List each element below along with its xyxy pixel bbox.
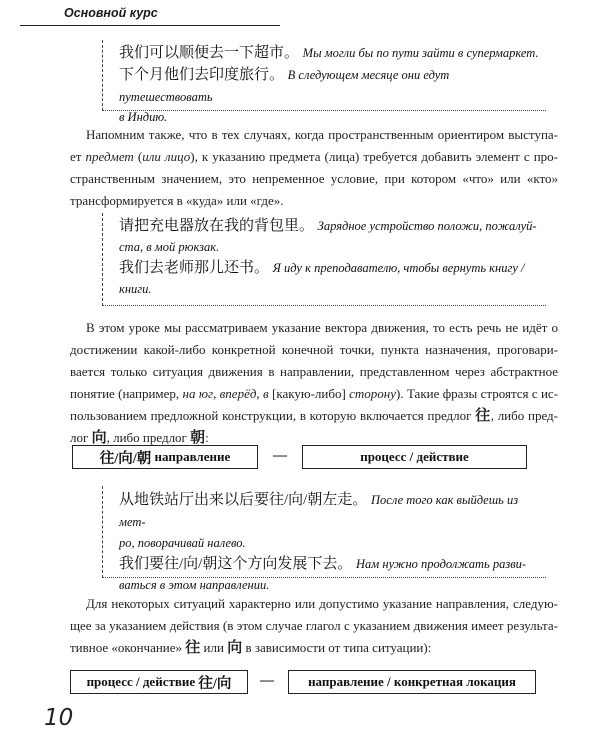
example-chinese: 我们要往/向/朝这个方向发展下去。 [119, 556, 353, 572]
schema-chinese: 往/向 [198, 675, 232, 692]
text: ), к указанию предмета (лица) требуется добавить элемент с про- [190, 149, 558, 164]
example-chinese: 我们去老师那儿还书。 [119, 260, 270, 276]
example-block-1 [102, 40, 546, 124]
example-translation-cont: ста, в мой рюкзак. [119, 240, 220, 254]
text: лог [70, 430, 89, 445]
header-rule [20, 25, 280, 26]
text: пользованием предложной конструкции, в которую включается предлог [70, 408, 472, 423]
text: ( [137, 149, 143, 164]
schema-1-right-box: процесс / действие [302, 445, 527, 469]
text-line: вается только ситуация движения в направлении, представленном через абстрактное [70, 364, 558, 379]
paragraph-2 [70, 317, 558, 449]
text-line: странственным значением, это непременное условие, при котором «что» или «кто» [70, 171, 558, 186]
italic-term: или лицо [142, 149, 191, 164]
paragraph-1 [70, 124, 558, 212]
example-chinese: 请把充电器放在我的背包里。 [119, 218, 315, 234]
italic-term: в [263, 386, 269, 401]
example-translation-cont: книги. [119, 282, 152, 296]
text-line: щее за указанием действия (в этом случае глагол с указанием движения имеет результа- [70, 618, 558, 633]
italic-term: сторону [349, 386, 397, 401]
italic-term: предмет [85, 149, 134, 164]
italic-term: на юг [182, 386, 214, 401]
schema-chinese: 往/向/朝 [99, 450, 152, 467]
example-chinese: 从地铁站厅出来以后要往/向/朝左走。 [119, 492, 368, 508]
example-translation: Нам нужно продолжать разви- [356, 557, 527, 571]
schema-2-dash: — [260, 673, 274, 688]
schema-label: процесс / действие [86, 674, 196, 689]
example-line [119, 553, 546, 575]
example-block-3 [102, 486, 546, 592]
text: , [256, 386, 260, 401]
schema-label: направление [154, 449, 231, 464]
text-line: Для некоторых ситуаций характерно или допустимо указание направления, следую- [86, 596, 558, 611]
text: или [203, 640, 224, 655]
page-number: 10 [44, 705, 74, 731]
text: , либо пред- [490, 408, 558, 423]
text: ). Такие фразы строятся с ис- [396, 386, 559, 401]
text-line: В этом уроке мы рассматриваем указание вектора движения, то есть речь не идёт [86, 320, 548, 335]
text: [какую-либо] [272, 386, 346, 401]
section-title: Основной курс [64, 6, 158, 20]
example-translation-cont: ваться в этом направлении. [119, 578, 270, 592]
text: в зависимости от типа ситуации): [245, 640, 432, 655]
chinese-preposition: 往 [475, 408, 491, 424]
example-translation: Мы могли бы по пути зайти в супермаркет. [302, 46, 539, 60]
schema-2-left-box [70, 670, 248, 694]
example-chinese: 下个月他们去印度旅行。 [119, 67, 285, 83]
example-translation: После того как выйдешь из мет- [119, 493, 519, 529]
schema-1-dash: — [273, 448, 287, 463]
example-line [119, 64, 546, 108]
example-line [119, 489, 546, 533]
text: тивное «окончание» [70, 640, 183, 655]
paragraph-3 [70, 593, 558, 659]
example-translation: Зарядное устройство положи, пожалуй- [317, 219, 537, 233]
chinese-preposition: 往 [185, 640, 201, 656]
text-line: трансформируется в «куда» или «где». [70, 193, 284, 208]
example-line [119, 42, 546, 64]
example-line [119, 257, 546, 279]
schema-2-right-box: направление / конкретная локация [288, 670, 536, 694]
example-translation: В следующем месяце они едут путешествовать [119, 68, 450, 104]
text: , [213, 386, 217, 401]
chinese-preposition: 向 [91, 430, 107, 446]
italic-term: вперёд [219, 386, 257, 401]
chinese-preposition: 向 [227, 640, 243, 656]
text-line: о достижении какой-либо конкретной конечной точки, пункта назначения, проговари- [70, 320, 558, 357]
chinese-preposition: 朝 [190, 430, 206, 446]
example-chinese: 我们可以顺便去一下超市。 [119, 45, 300, 61]
text: понятие (например, [70, 386, 180, 401]
schema-1-left-box [72, 445, 258, 469]
example-line [119, 215, 546, 237]
text-line: ет [70, 149, 82, 164]
text: , либо предлог [106, 430, 187, 445]
text-line: Напомним также, что в тех случаях, когда пространственным ориентиром выступа- [86, 127, 558, 142]
example-translation: Я иду к преподавателю, чтобы вернуть книгу / [272, 261, 525, 275]
text: : [205, 430, 209, 445]
example-block-2 [102, 213, 546, 306]
example-translation-cont: ро, поворачивай налево. [119, 536, 246, 550]
example-translation-cont: в Индию. [119, 110, 168, 124]
